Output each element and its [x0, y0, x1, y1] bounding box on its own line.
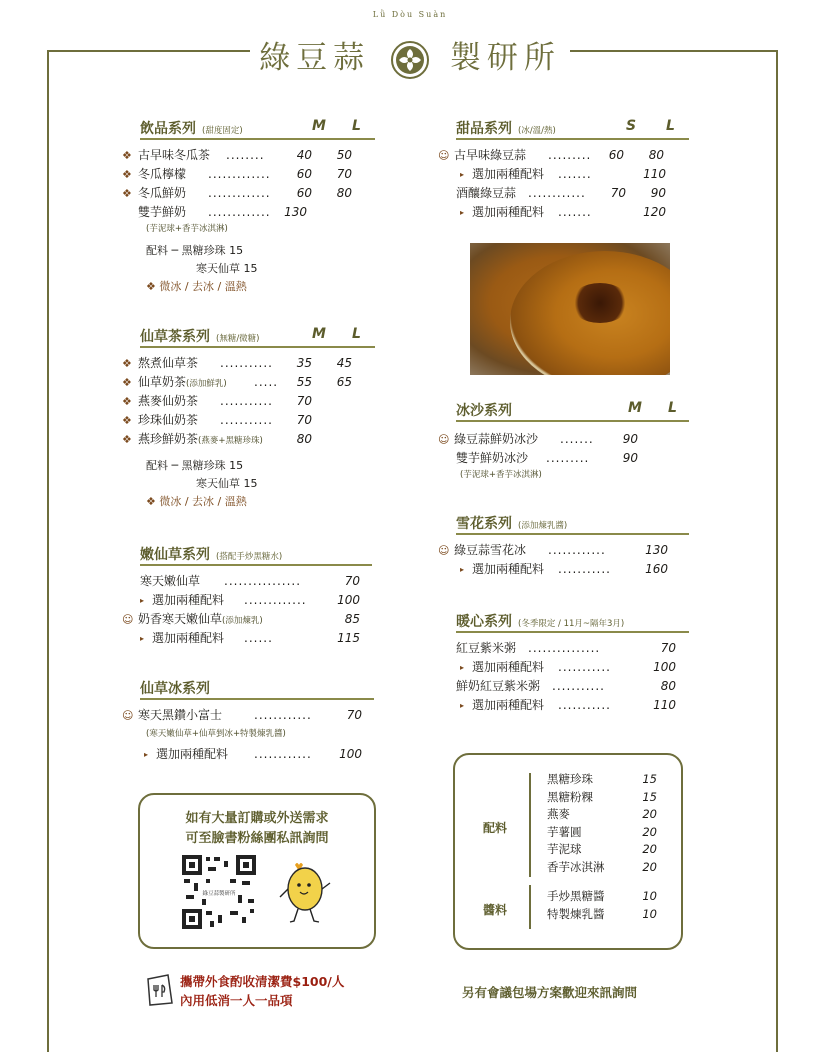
topping-row [547, 859, 667, 877]
warm-title-text: 暖心系列 [456, 614, 512, 630]
item-name: 選加兩種配料 [472, 562, 545, 576]
warm-note: (冬季限定 / 11月~隔年3月) [518, 619, 625, 629]
price: 100 [337, 593, 360, 607]
price-l: 45 [336, 356, 352, 370]
tender-section [122, 544, 372, 648]
price: 80 [660, 679, 676, 693]
arrow-bullet-icon: ▸ [140, 634, 145, 643]
diamond-bullet-icon: ❖ [122, 149, 132, 162]
mung-bean-mascot-icon [278, 861, 332, 925]
drinks-title-text: 飲品系列 [140, 121, 196, 137]
price-l: 90 [650, 186, 666, 200]
item-name: 熬煮仙草茶 [138, 356, 199, 370]
item-name: 冬瓜檸檬 [138, 167, 187, 181]
price-m: 40 [296, 148, 312, 162]
minimum-order-notice: 內用低消一人一品項 [180, 993, 293, 1008]
party-booking-notice: 另有會議包場方案歡迎來訊詢問 [462, 985, 638, 1000]
item-name [138, 373, 227, 394]
topping-name: 黑糖珍珠 [547, 772, 593, 786]
item-name: 雙芋鮮奶冰沙 [456, 451, 529, 465]
sauce-name: 特製煉乳醬 [547, 906, 605, 921]
item-extra: (燕麥+黑糖珍珠) [198, 436, 263, 446]
topping-price: 20 [642, 842, 657, 856]
sweets-section [438, 118, 689, 222]
smile-icon: ☺ [438, 433, 450, 446]
sauce-row [547, 888, 667, 906]
size-m-label: M [628, 400, 642, 416]
size-m-label: M [312, 118, 326, 134]
slush-title [456, 400, 689, 422]
menu-item: ❖ 珍珠仙奶茶 ........... 70 [122, 411, 375, 430]
item-name [138, 610, 263, 631]
item-name: 綠豆蒜雪花冰 [454, 543, 527, 557]
brand-name-left: 綠豆蒜 [259, 40, 371, 76]
diamond-bullet-icon: ❖ [122, 433, 132, 446]
item-name-text: 奶香寒天嫩仙草 [138, 612, 223, 626]
item-name: 紅豆紫米粥 [456, 641, 517, 655]
item-name: 古早味冬瓜茶 [138, 148, 211, 162]
size-l-label: L [352, 118, 361, 134]
price-l: 80 [648, 148, 664, 162]
menu-item: 紅豆紫米粥 ............... 70 [456, 639, 689, 658]
drinks-temp-text: 微冰 / 去冰 / 溫熱 [159, 280, 247, 293]
menu-item [122, 610, 372, 629]
arrow-bullet-icon: ▸ [140, 596, 145, 605]
diamond-bullet-icon: ❖ [122, 357, 132, 370]
smile-icon: ☺ [438, 149, 450, 162]
menu-item: ☺ 古早味綠豆蒜 ......... 60 80 [438, 146, 689, 165]
smile-icon: ☺ [122, 613, 134, 626]
menu-item: ❖ 燕麥仙奶茶 ........... 70 [122, 392, 375, 411]
drinks-note: (甜度固定) [202, 126, 243, 136]
menu-item: 鮮奶紅豆紫米粥 ........... 80 [456, 677, 689, 696]
price: 85 [344, 612, 360, 626]
item-name: 燕麥仙奶茶 [138, 394, 199, 408]
item-name: 選加兩種配料 [472, 698, 545, 712]
menu-item: ❖ 仙草奶茶(添加鮮乳) ..... 55 65 [122, 373, 375, 392]
topping-name: 燕麥 [547, 807, 570, 821]
price-m: 60 [296, 167, 312, 181]
price-m: 130 [284, 205, 307, 219]
price-m: 60 [296, 186, 312, 200]
item-name: 鮮奶紅豆紫米粥 [456, 679, 541, 693]
grass-title [140, 326, 375, 348]
item-name: 寒天黑鑽小富士 [138, 708, 223, 722]
menu-item: ☺ 綠豆蒜雪花冰 ............ 130 [438, 541, 689, 560]
divider [529, 885, 531, 929]
flower-logo-icon [390, 40, 430, 80]
price-l: 110 [643, 167, 666, 181]
price-m: 70 [296, 394, 312, 408]
grass-temp: ❖ 微冰 / 去冰 / 溫熱 [146, 495, 247, 508]
size-s-label: S [626, 118, 637, 134]
arrow-bullet-icon: ▸ [460, 565, 465, 574]
order-info-box [138, 793, 376, 949]
diamond-bullet-icon: ❖ [122, 187, 132, 200]
price: 115 [337, 631, 360, 645]
price-l: 50 [336, 148, 352, 162]
mung-bean-dessert-photo [470, 243, 670, 375]
menu-item: ☺ 綠豆蒜鮮奶冰沙 ....... 90 [438, 430, 689, 449]
menu-item: ☺ 寒天黑鑽小富士 ............ 70 [122, 706, 374, 725]
topping-name: 芋薯圓 [547, 824, 582, 839]
item-name: 選加兩種配料 [152, 593, 225, 607]
menu-item: ▸ 選加兩種配料 ........... 100 [456, 658, 689, 677]
price: 100 [653, 660, 676, 674]
drinks-section [122, 118, 375, 296]
grass-tea-section [122, 326, 375, 511]
item-name-text: 燕珍鮮奶茶 [138, 432, 199, 446]
drinks-temp: ❖ 微冰 / 去冰 / 溫熱 [146, 280, 247, 293]
menu-item: ▸ 選加兩種配料 ....... 110 [456, 165, 689, 184]
size-l-label: L [352, 326, 361, 342]
arrow-bullet-icon: ▸ [460, 208, 465, 217]
item-name: 選加兩種配料 [156, 747, 229, 761]
menu-item: ▸ 選加兩種配料 ....... 120 [456, 203, 689, 222]
drinks-title [140, 118, 375, 140]
drinks-sub-note: (芋泥球+香芋冰淇淋) [146, 224, 228, 234]
grassice-title [140, 678, 374, 700]
menu-item: 雙芋鮮奶 ............. 130 [122, 203, 375, 222]
snow-note: (添加煉乳醬) [518, 521, 568, 531]
menu-item: ❖ 熬煮仙草茶 ........... 35 45 [122, 354, 375, 373]
diamond-bullet-icon: ❖ [122, 395, 132, 408]
item-name: 冬瓜鮮奶 [138, 186, 187, 200]
brand-name [250, 32, 570, 80]
topping-price: 15 [642, 789, 657, 804]
snow-title [456, 513, 689, 535]
price-m: 55 [296, 375, 312, 389]
slush-sub-note: (芋泥球+香芋冰淇淋) [460, 470, 542, 480]
menu-item: 寒天嫩仙草 ................ 70 [140, 572, 372, 591]
topping-price: 15 [642, 772, 657, 786]
item-name: 雙芋鮮奶 [138, 205, 187, 219]
topping-row [547, 806, 667, 824]
size-l-label: L [666, 118, 675, 134]
grass-title-text: 仙草茶系列 [140, 329, 210, 345]
topping-name: 黑糖粉粿 [547, 789, 593, 804]
topping-price: 20 [642, 807, 657, 821]
price: 160 [645, 562, 668, 576]
slush-section [438, 400, 689, 480]
price: 110 [653, 698, 676, 712]
price: 70 [346, 708, 362, 722]
cleaning-fee-notice: 攜帶外食酌收清潔費$100/人 [180, 974, 345, 989]
sauce-price: 10 [642, 889, 657, 903]
sauce-price: 10 [642, 906, 657, 921]
grassice-title-text: 仙草冰系列 [140, 681, 210, 697]
price: 70 [344, 574, 360, 588]
item-name [138, 430, 263, 451]
price-m: 35 [296, 356, 312, 370]
toppings-box [453, 753, 683, 950]
size-l-label: L [668, 400, 677, 416]
topping-shape [570, 283, 630, 323]
item-name: 選加兩種配料 [152, 631, 225, 645]
item-name-text: 仙草奶茶 [138, 375, 187, 389]
brand-header [250, 8, 570, 86]
brand-name-right: 製研所 [449, 40, 561, 76]
price-m: 70 [296, 413, 312, 427]
item-name: 選加兩種配料 [472, 660, 545, 674]
item-name: 酒釀綠豆蒜 [456, 186, 517, 200]
menu-item [122, 430, 375, 449]
topping-row [547, 789, 667, 807]
diamond-bullet-icon: ❖ [122, 414, 132, 427]
item-name: 寒天嫩仙草 [140, 574, 201, 588]
grass-topping-2: 寒天仙草 15 [196, 477, 258, 490]
snow-section [438, 513, 689, 579]
menu-item: ▸ 選加兩種配料 ...... 115 [140, 629, 372, 648]
divider [529, 773, 531, 877]
topping-price: 20 [642, 824, 657, 839]
price: 100 [339, 747, 362, 761]
grass-topping-1: 配料 ─ 黑糖珍珠 15 [146, 459, 244, 472]
price-l: 70 [336, 167, 352, 181]
price-s: 60 [608, 148, 624, 162]
sweets-note: (冰/溫/熱) [518, 126, 556, 136]
qr-caption: 綠豆蒜製研所 [202, 891, 236, 897]
price: 130 [645, 543, 668, 557]
menu-item: ❖ 古早味冬瓜茶 ........ 40 50 [122, 146, 375, 165]
size-m-label: M [312, 326, 326, 342]
price: 70 [660, 641, 676, 655]
item-name: 珍珠仙奶茶 [138, 413, 199, 427]
price-m: 90 [622, 432, 638, 446]
sweets-title [456, 118, 689, 140]
slush-title-text: 冰沙系列 [456, 403, 512, 419]
menu-item: ❖ 冬瓜鮮奶 ............. 60 80 [122, 184, 375, 203]
sweets-title-text: 甜品系列 [456, 121, 512, 137]
menu-item: ▸ 選加兩種配料 ........... 160 [456, 560, 689, 579]
sauce-name: 手炒黑糖醬 [547, 889, 605, 903]
price-m: 80 [296, 432, 312, 446]
toppings-list [547, 771, 667, 923]
topping-row [547, 771, 667, 789]
tender-title [140, 544, 372, 566]
topping-name: 香芋冰淇淋 [547, 859, 605, 874]
topping-row [547, 841, 667, 859]
item-name: 選加兩種配料 [472, 167, 545, 181]
item-name: 綠豆蒜鮮奶冰沙 [454, 432, 539, 446]
smile-icon: ☺ [438, 544, 450, 557]
grass-note: (無糖/微糖) [216, 334, 260, 344]
toppings-label: 配料 [483, 821, 508, 835]
item-name: 古早味綠豆蒜 [454, 148, 527, 162]
grass-ice-section [122, 678, 374, 764]
tender-note: (搭配手炒黑糖水) [216, 552, 283, 562]
warm-section [456, 611, 689, 715]
grassice-sub-note: (寒天嫩仙草+仙草剉冰+特製煉乳醬) [146, 729, 286, 739]
snow-title-text: 雪花系列 [456, 516, 512, 532]
brand-subtitle: Lǜ Dòu Suàn [372, 10, 448, 19]
sauce-row [547, 906, 667, 924]
arrow-bullet-icon: ▸ [460, 663, 465, 672]
arrow-bullet-icon: ▸ [460, 170, 465, 179]
arrow-bullet-icon: ▸ [460, 701, 465, 710]
drinks-topping-1: 配料 ─ 黑糖珍珠 15 [146, 244, 244, 257]
tender-title-text: 嫩仙草系列 [140, 547, 210, 563]
item-extra: (添加煉乳) [222, 616, 263, 626]
diamond-bullet-icon: ❖ [122, 168, 132, 181]
sauces-label: 醬料 [483, 903, 508, 917]
price-l: 120 [643, 205, 666, 219]
price-l: 65 [336, 375, 352, 389]
price-l: 80 [336, 186, 352, 200]
arrow-bullet-icon: ▸ [144, 750, 149, 759]
diamond-bullet-icon: ❖ [122, 376, 132, 389]
menu-item: ❖ 冬瓜檸檬 ............. 60 70 [122, 165, 375, 184]
takeout-bag-icon [145, 973, 175, 1007]
menu-item: ▸ 選加兩種配料 ........... 110 [456, 696, 689, 715]
item-name: 選加兩種配料 [472, 205, 545, 219]
warm-title [456, 611, 689, 633]
drinks-topping-2: 寒天仙草 15 [196, 262, 258, 275]
menu-item: 雙芋鮮奶冰沙 ......... 90 [456, 449, 689, 468]
menu-item: ▸ 選加兩種配料 ............ 100 [140, 745, 374, 764]
topping-price: 20 [642, 859, 657, 874]
topping-row [547, 824, 667, 842]
smile-icon: ☺ [122, 709, 134, 722]
price-s: 70 [610, 186, 626, 200]
facebook-qr-code[interactable] [182, 855, 256, 929]
item-extra: (添加鮮乳) [186, 379, 227, 389]
grass-temp-text: 微冰 / 去冰 / 溫熱 [159, 495, 247, 508]
order-line-2: 可至臉書粉絲團私訊詢問 [185, 831, 329, 846]
order-line-1: 如有大量訂購或外送需求 [185, 811, 329, 826]
menu-item: 酒釀綠豆蒜 ............ 70 90 [456, 184, 689, 203]
topping-name: 芋泥球 [547, 842, 582, 856]
price-m: 90 [622, 451, 638, 465]
menu-item: ▸ 選加兩種配料 ............. 100 [140, 591, 372, 610]
